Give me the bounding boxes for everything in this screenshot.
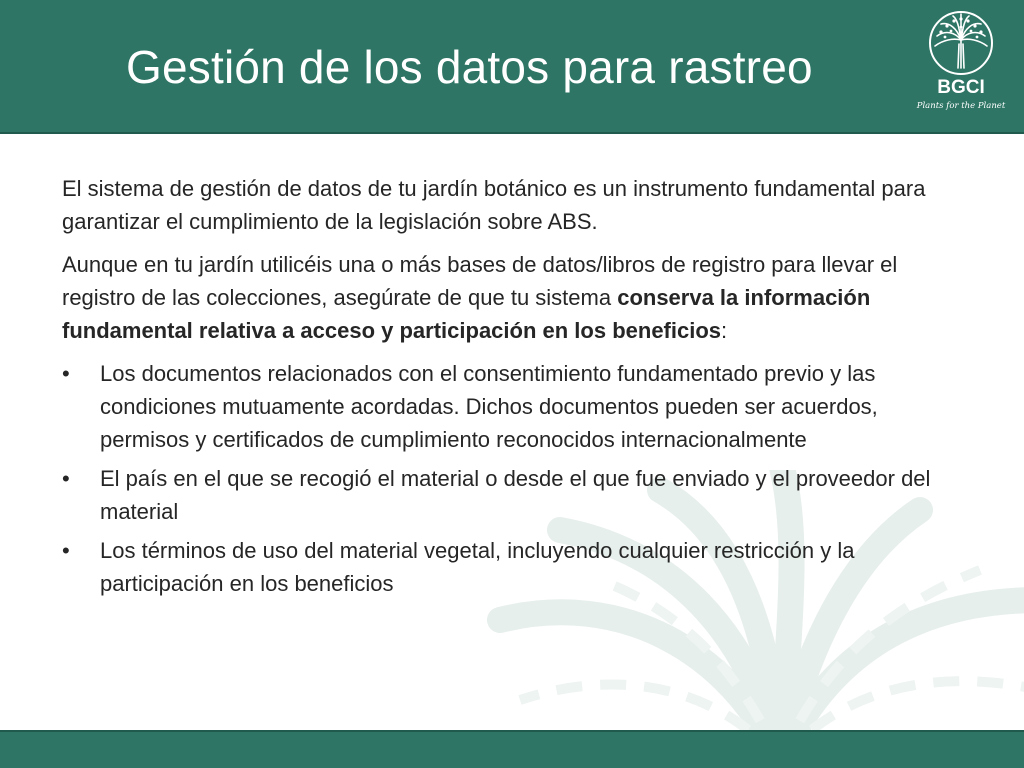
bgci-logo [912,10,1010,122]
list-item [62,462,972,528]
logo-name: BGCI [937,77,985,98]
list-item-text: Los documentos relacionados con el consentimiento fundamentado previo y las condiciones mutuamente acordadas. Dichos documentos pueden ser acuerdos, permisos y certificados de cumplimiento reconocidos internacionalmente [100,361,878,452]
list-item [62,534,972,600]
list-item-text: El país en el que se recogió el material o desde el que fue enviado y el proveedor del material [100,466,931,524]
bullet-icon: • [62,538,70,563]
registry-paragraph-end: : [721,318,728,343]
bullet-icon: • [62,466,70,491]
registry-paragraph-start: Aunque en tu jardín utilicéis una o más bases de datos/libros de registro para llevar el registro de las colecciones, asegúrate de que tu sistema [62,252,898,310]
registry-paragraph-emphasis: conserva la información fundamental relativa a acceso y participación en los beneficios [62,285,871,343]
title-bar [0,0,1024,134]
bullet-list [62,357,972,600]
intro-paragraph: El sistema de gestión de datos de tu jardín botánico es un instrumento fundamental para garantizar el cumplimiento de la legislación sobre ABS. [62,176,926,234]
slide-body [62,172,972,606]
list-item-text: Los términos de uso del material vegetal, incluyendo cualquier restricción y la participación en los beneficios [100,538,855,596]
palm-tree-icon [927,10,995,76]
slide-title: Gestión de los datos para rastreo [126,41,813,93]
list-item [62,357,972,456]
logo-tagline: Plants for the Planet [916,101,1006,111]
registry-paragraph [62,248,972,347]
footer-bar [0,730,1024,768]
bullet-icon: • [62,361,70,386]
